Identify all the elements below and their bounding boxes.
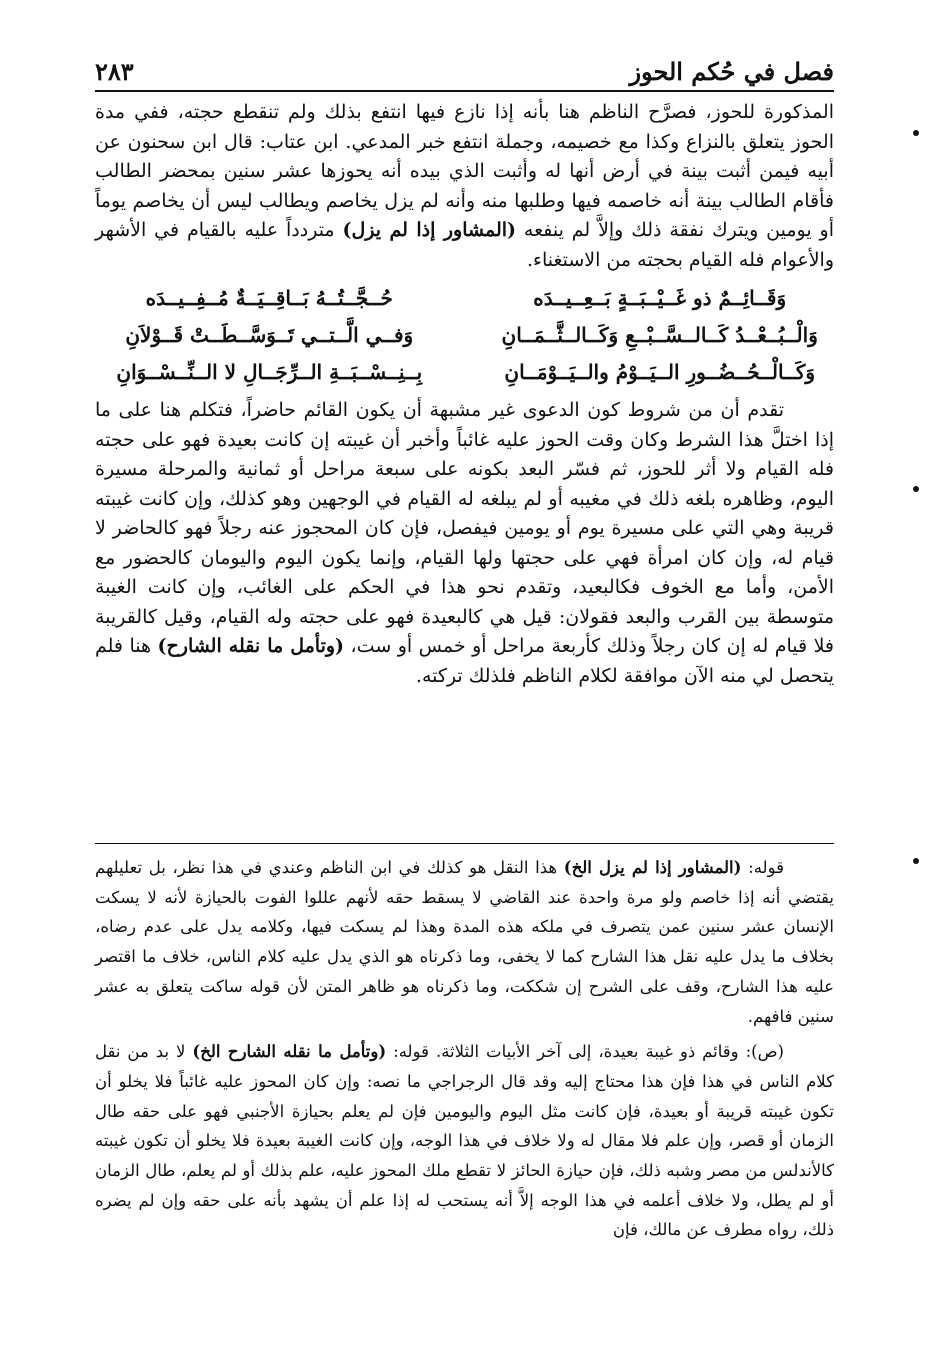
footnote-divider — [95, 843, 834, 844]
verse-first-hemistich: وَالْــبُــعْــدُ كَــالــسَّــبْــعِ وَكَــالــثَّــمَــانِ — [501, 323, 818, 347]
text-run: (ص): وقائم ذو غيبة بعيدة، إلى آخر الأبيات الثلاثة. قوله: — [386, 1042, 784, 1062]
margin-mark — [913, 858, 919, 864]
margin-mark — [913, 130, 919, 136]
bold-quote: (المشاور إذا لم يزل) — [342, 219, 517, 241]
verse-second-hemistich: بِــنِــسْــبَــةِ الــرِّجَــالِ لا الــنِّــسْــوَانِ — [116, 360, 423, 384]
footnote-1 — [95, 853, 834, 1031]
text-run: قوله: — [741, 858, 784, 877]
paragraph-commentary-1 — [95, 98, 834, 275]
main-text — [95, 98, 834, 691]
text-run: المذكورة للحوز، فصرَّح الناظم هنا بأنه إذا نازع فيها انتفع بذلك ولم تنقطع حجته، ففي مدة الحوز يتعلق بالنزاع وكذا مع خصيمه، وجملة انتفع خبر المدعي. ابن عتاب: قال ابن سحنون عن أبيه فيمن أثبت بينة في أرض أنها له وأثبت الذي بيده أنه يحوزها عشر سنين بمحضر الطالب فأقام الطالب بينة أنه خاصمه فيها وطلبها منه وأنه لم يزل يخاصم ويطالب ليس أن يخاصم يوماً أو يومين ويترك نفقة ذلك وإلاَّ لم ينفعه — [95, 101, 834, 241]
text-run: لا بد من نقل كلام الناس في هذا فإن هذا محتاج إليه وقد قال الرجراجي ما نصه: وإن كان المحوز عليه غائباً فلا يخلو أن تكون غيبته قريبة أو بعيدة، فإن كانت مثل اليوم واليومين فإن لم يعلم بحيازة الأجنبي فهو على حقه طال الزمان أو قصر، وإن علم فلا مقال له ولا خلاف في هذا الوجه، وإن كانت الغيبة بعيدة فلا يخلو أن تكون غيبته كالأندلس من مصر وشبه ذلك، فإن حيازة الحائز لا تقطع ملك المحوز عليه، علم بذلك أو لم يعلم، طال الزمان أو لم يطل، ولا خلاف أعلمه في هذا الوجه إلاَّ أنه يستحب له إذا علم أن يشهد بأنه على حقه وإن لم يضره ذلك، رواه مطرف عن مالك، فإن — [95, 1042, 834, 1240]
footnote-2 — [95, 1037, 834, 1245]
text-run: هنا فلم يتحصل لي منه الآن موافقة لكلام الناظم فلذلك تركته. — [95, 635, 834, 687]
bold-quote: (وتأمل ما نقله الشارح) — [157, 635, 345, 657]
poem-verses — [95, 280, 834, 391]
text-run: تقدم أن من شروط كون الدعوى غير مشبهة أن يكون القائم حاضراً، فتكلم هنا على ما إذا اختلَّ هذا الشرط وكان وقت الحوز عليه غائباً وأخبر أن غيبته إن كانت بعيدة فهو على حجته فله القيام ولا أثر للحوز، ثم فسّر البعد بكونه على سبعة مراحل أو ثمانية والمرحلة مسيرة اليوم، وظاهره بلغه ذلك في مغيبه أو لم يبلغه له القيام في الوجهين وهو كذلك، وإن كانت غيبته قريبة وهي التي على مسيرة يوم أو يومين فيفصل، فإن كان المحجوز عنه رجلاً فهو كالحاضر لا قيام له، وإن كان امرأة فهي على حجتها ولها القيام، وإنما يكون اليوم واليومان كالحضور مع الأمن، وأما مع الخوف فكالبعيد، وتقدم نحو هذا في الحكم على الغائب، وإن كانت الغيبة متوسطة بين القرب والبعد فقولان: قيل هي كالبعيدة فهو على حجته وله القيام، وقيل كالقريبة فلا قيام له إن كان رجلاً وذلك كأربعة مراحل أو خمس أو ست، — [95, 399, 835, 657]
verse-line — [95, 354, 834, 391]
running-header — [95, 56, 834, 92]
bold-quote: (وتأمل ما نقله الشارح الخ) — [192, 1042, 387, 1062]
verse-first-hemistich: وَكَــالْــحُــضُــورِ الــيَــوْمُ والــيَــوْمَــانِ — [504, 360, 815, 384]
running-title: فصل في حُكم الحوز — [629, 57, 834, 86]
footnotes — [95, 853, 834, 1251]
bold-quote: (المشاور إذا لم يزل الخ) — [563, 858, 742, 877]
text-run: متردداً عليه بالقيام في الأشهر والأعوام فله القيام بحجته من الاستغناء. — [95, 219, 834, 271]
text-run: هذا النقل هو كذلك في ابن الناظم وعندي في هذا نظر، بل تعليلهم يقتضي أنه إذا خاصم ولو مرة واحدة عند القاضي لا يسقط حقه لأنهم عللوا الفوت بالحيازة لأنه لا يسكت الإنسان عشر سنين عمن يتصرف في ملكه هذه المدة وهذا لم يسكت فيها، وكلامه يدل على عدم رضاه، بخلاف ما يدل عليه نقل هذا الشارح كما لا يخفى، وما ذكرناه هو الذي يدل عليه كلام الناس، خلاف ما اقتصر عليه هذا الشارح، وقف على الشرح إن شككت، وما ذكرناه هو ظاهر المتن لأن قوله ساكت يتعلق به عشر سنين فافهم. — [95, 858, 834, 1026]
verse-line — [95, 280, 834, 317]
verse-first-hemistich: وَقَــائِــمٌ ذو غَــيْــبَــةٍ بَــعِــيــدَه — [533, 286, 787, 310]
verse-line — [95, 317, 834, 354]
verse-second-hemistich: وَفــي الَّــتــي تَــوَسَّــطَــتْ قَــوْلاَنِ — [125, 323, 414, 347]
paragraph-commentary-2 — [95, 396, 834, 691]
verse-second-hemistich: حُــجَّــتُــهُ بَــاقِــيَــةٌ مُــفِــيــدَه — [145, 286, 393, 310]
margin-mark — [913, 486, 919, 492]
page-number: ٢٨٣ — [95, 57, 134, 86]
